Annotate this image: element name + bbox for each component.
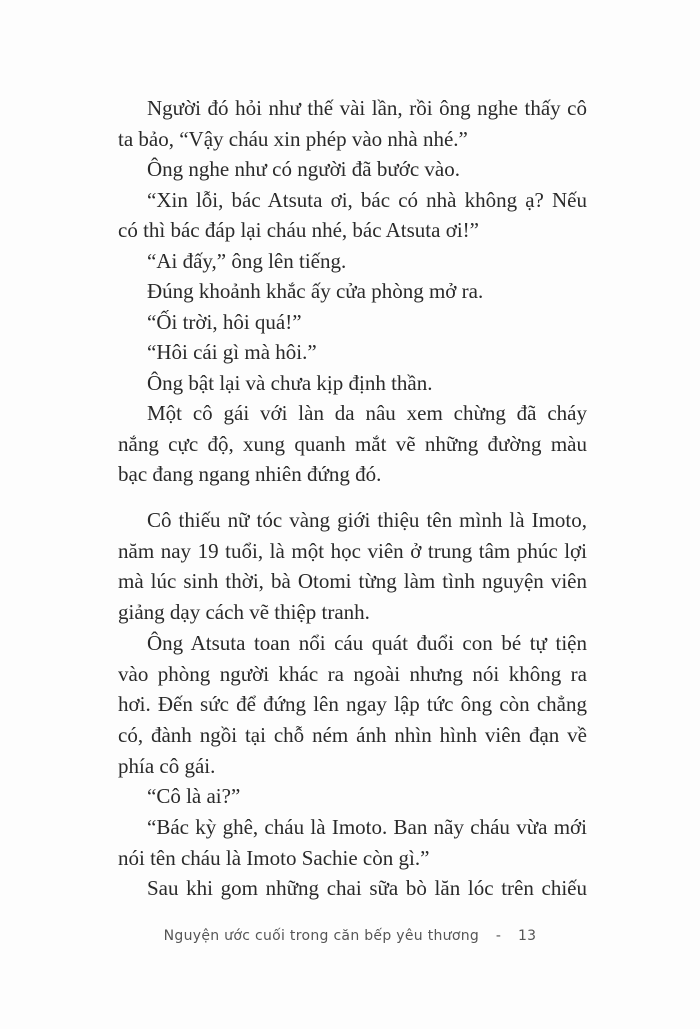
text-line: giảng dạy cách vẽ thiệp tranh.	[118, 600, 370, 625]
text-line: Người đó hỏi như thế vài lần, rồi ông nghe thấy cô	[147, 96, 587, 120]
text-line: có thì bác đáp lại cháu nhé, bác Atsuta ơi!”	[118, 218, 479, 242]
text-line: “Cô là ai?”	[147, 784, 241, 809]
text-line: ta bảo, “Vậy cháu xin phép vào nhà nhé.”	[118, 126, 468, 151]
text-line: “Ối trời, hôi quá!”	[147, 309, 302, 334]
text-line: “Ai đấy,” ông lên tiếng.	[147, 248, 347, 273]
text-line: Ông Atsuta toan nổi cáu quát đuổi con bé tự tiện	[147, 630, 587, 655]
text-line: Một cô gái với làn da nâu xem chừng đã cháy	[147, 401, 587, 425]
text-line: Đúng khoảnh khắc ấy cửa phòng mở ra.	[147, 279, 484, 303]
text-line: phía cô gái.	[118, 753, 216, 778]
page-number: 13	[517, 928, 537, 944]
text-line: Ông bật lại và chưa kịp định thần.	[147, 370, 433, 395]
text-line: bạc đang ngang nhiên đứng đó.	[118, 462, 382, 486]
book-title: Nguyện ước cuối trong căn bếp yêu thương	[163, 928, 480, 944]
text-line: Ông nghe như có người đã bước vào.	[147, 157, 460, 181]
text-line: năm nay 19 tuổi, là một học viên ở trung tâm phúc lợi	[118, 538, 587, 563]
text-line: Cô thiếu nữ tóc vàng giới thiệu tên mình là Imoto,	[147, 508, 587, 532]
footer-separator: -	[495, 928, 502, 944]
text-line: Sau khi gom những chai sữa bò lăn lóc trên chiếu	[147, 876, 587, 901]
text-line: mà lúc sinh thời, bà Otomi từng làm tình nguyện viên	[118, 569, 587, 594]
text-line: “Hôi cái gì mà hôi.”	[147, 340, 317, 364]
text-line: có, đành ngồi tại chỗ ném ánh nhìn hình viên đạn về	[118, 722, 587, 747]
text-line: vào phòng người khác ra ngoài nhưng nói không ra	[118, 661, 587, 686]
text-line: “Bác kỳ ghê, cháu là Imoto. Ban nãy cháu vừa mới	[147, 815, 587, 839]
text-line: nắng cực độ, xung quanh mắt vẽ những đường màu	[118, 431, 587, 456]
page-footer	[0, 928, 700, 944]
text-line: hơi. Đến sức để đứng lên ngay lập tức ông còn chẳng	[118, 692, 587, 717]
text-line: nói tên cháu là Imoto Sachie còn gì.”	[118, 845, 430, 870]
text-line: “Xin lỗi, bác Atsuta ơi, bác có nhà không ạ? Nếu	[147, 187, 587, 212]
